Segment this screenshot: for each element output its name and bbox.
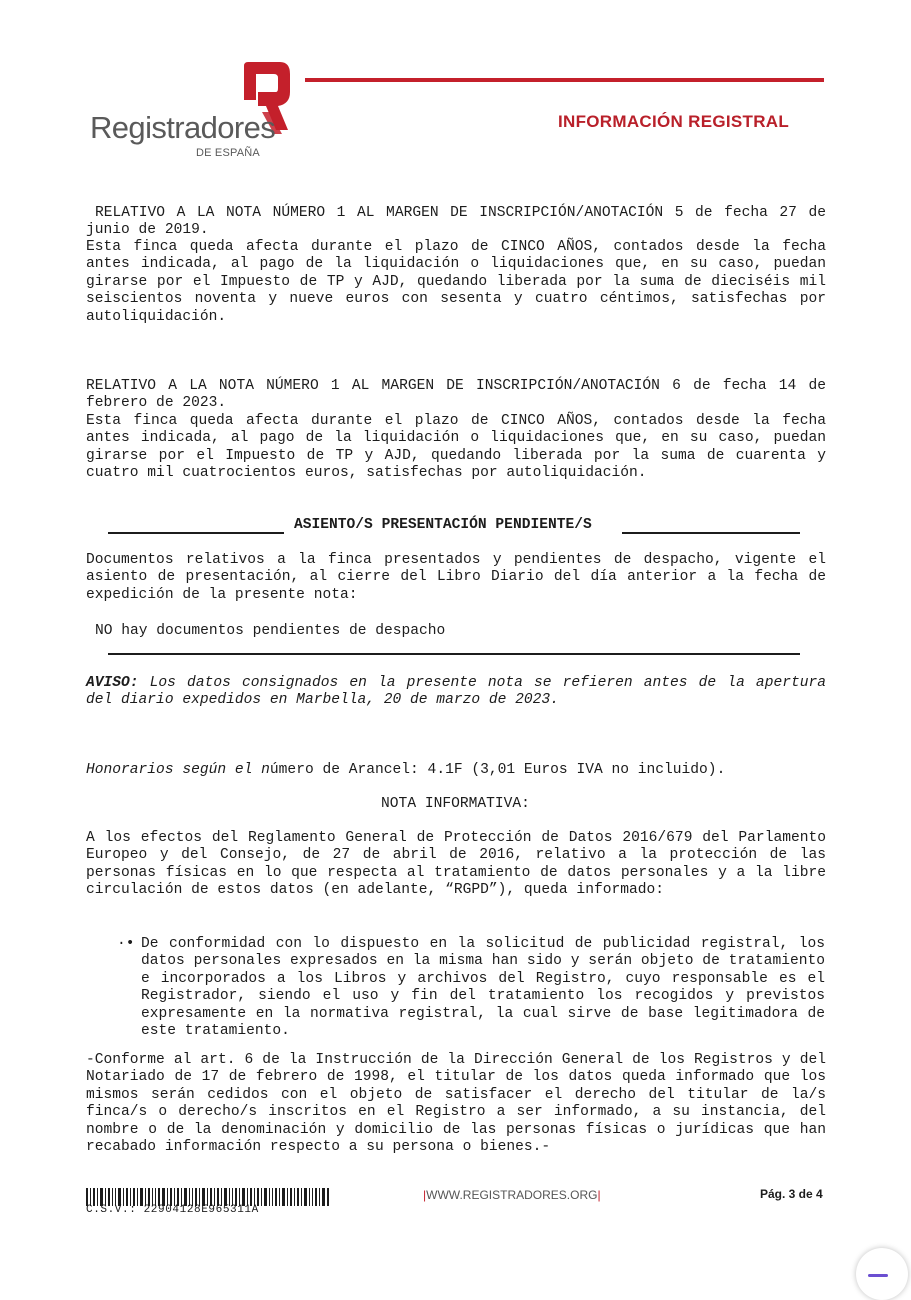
nota-informativa-bullet: De conformidad con lo dispuesto en la solicitud de publicidad registral, los datos personales expresados en la misma han sido y serán objeto de tratamiento e incorporados a los Libros y archivos del Registro, cuyo responsable es el Registrador, siendo el uso y fin del tratamiento los recogidos y previstos expresamente en la normativa registral, la cual sirve de base legitimadora de este tratamiento.	[141, 936, 825, 1040]
header-rule	[305, 78, 824, 82]
note-heading-1: RELATIVO A LA NOTA NÚMERO 1 AL MARGEN DE INSCRIPCIÓN/ANOTACIÓN 5 de fecha 27 de junio de 2019.	[86, 205, 826, 239]
nota-informativa-title: NOTA INFORMATIVA:	[381, 796, 530, 812]
nota-informativa-intro: A los efectos del Reglamento General de Protección de Datos 2016/679 del Parlamento Europeo y del Consejo, de 27 de abril de 2016, relativo a la protección de las personas físicas en lo que respecta al tratamiento de datos personales y a la libre circulación de estos datos (en adelante, “RGPD”), queda informado:	[86, 830, 826, 899]
footer-website	[423, 1188, 601, 1202]
asiento-rule-left	[108, 532, 284, 534]
note-body-2: Esta finca queda afecta durante el plazo de CINCO AÑOS, contados desde la fecha antes indicada, al pago de la liquidación o liquidaciones que, en su caso, puedan girarse por el Impuesto de TP y AJD, quedando liberada por la suma de cuarenta y cuatro mil cuatrocientos euros, satisfechas por autoliquidación.	[86, 413, 826, 482]
website-divider-right: |	[597, 1188, 601, 1202]
website-divider-left: |	[423, 1188, 427, 1202]
nota-informativa-closing: -Conforme al art. 6 de la Instrucción de la Dirección General de los Registros y del Notariado de 17 de febrero de 1998, el titular de los datos queda informado que los mismos serán cedidos con el objeto de satisfacer el derecho del titular de la/s finca/s o derecho/s inscritos en el Registro a ser informado, a su instancia, del nombre o de la denominación y domicilio de las personas físicas o jurídicas que han recabado información respecto a su persona o bienes.-	[86, 1052, 826, 1156]
csv-code: C.S.V.: 22904128E965311A	[86, 1204, 259, 1216]
floating-menu-button[interactable]	[856, 1248, 908, 1300]
honorarios-label: Honorarios según el n	[86, 762, 270, 778]
asiento-status: NO hay documentos pendientes de despacho	[95, 623, 446, 639]
note-heading-2: RELATIVO A LA NOTA NÚMERO 1 AL MARGEN DE INSCRIPCIÓN/ANOTACIÓN 6 de fecha 14 de febrero de 2023.	[86, 378, 826, 412]
honorarios	[86, 762, 826, 779]
footer-website-text: WWW.REGISTRADORES.ORG	[426, 1188, 598, 1202]
aviso-label: AVISO:	[86, 675, 139, 691]
header-title: INFORMACIÓN REGISTRAL	[558, 112, 790, 131]
honorarios-text: úmero de Arancel: 4.1F (3,01 Euros IVA no incluido).	[269, 762, 726, 778]
header	[0, 0, 911, 175]
logo-wordmark: Registradores	[90, 110, 276, 145]
bullet-marker: ·•	[117, 936, 135, 952]
page-number: Pág. 3 de 4	[760, 1187, 823, 1201]
menu-icon	[868, 1274, 888, 1277]
asiento-rule-bottom	[108, 653, 800, 655]
asiento-intro: Documentos relativos a la finca presentados y pendientes de despacho, vigente el asiento de presentación, al cierre del Libro Diario del día anterior a la fecha de expedición de la presente nota:	[86, 552, 826, 603]
aviso	[86, 675, 826, 710]
asiento-title: ASIENTO/S PRESENTACIÓN PENDIENTE/S	[294, 517, 592, 533]
asiento-rule-right	[622, 532, 800, 534]
note-body-1: Esta finca queda afecta durante el plazo de CINCO AÑOS, contados desde la fecha antes indicada, al pago de la liquidación o liquidaciones que, en su caso, puedan girarse por el Impuesto de TP y AJD, quedando liberada por la suma de dieciséis mil seiscientos noventa y nueve euros con sesenta y cuatro céntimos, satisfechas por autoliquidación.	[86, 239, 826, 325]
logo-subtitle: DE ESPAÑA	[196, 147, 260, 159]
aviso-text: Los datos consignados en la presente nota se refieren antes de la apertura del diario expedidos en Marbella, 20 de marzo de 2023.	[86, 675, 826, 709]
